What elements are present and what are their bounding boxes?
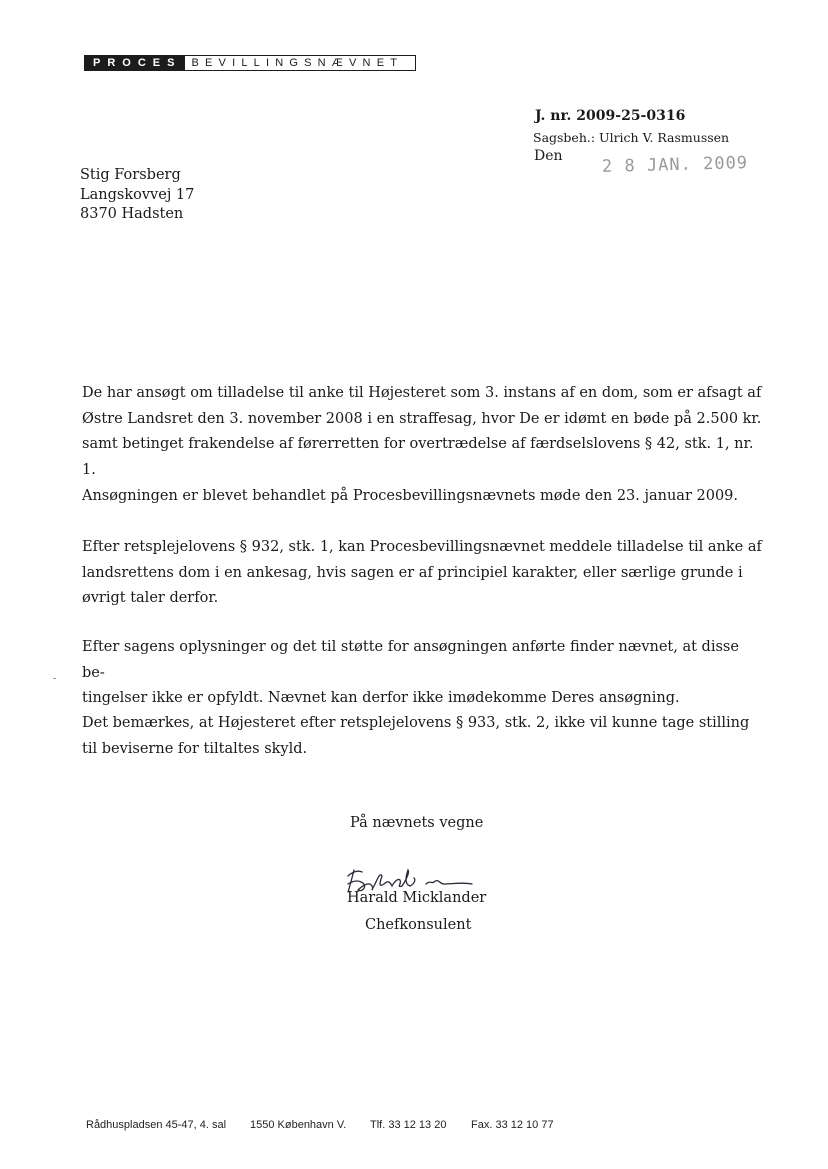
paragraph-line: Efter sagens oplysninger og det til støtte for ansøgningen anførte finder nævnet, at disse be- bbox=[82, 639, 739, 681]
logo-bevillingsnaevnet: BEVILLINGSNÆVNET bbox=[185, 55, 416, 71]
closing-text: På nævnets vegne bbox=[350, 815, 484, 831]
recipient-city: 8370 Hadsten bbox=[80, 206, 184, 222]
paragraph-line: til beviserne for tiltaltes skyld. bbox=[82, 740, 308, 757]
paragraph-line: Det bemærkes, at Højesteret efter retsplejelovens § 933, stk. 2, ikke vil kunne tage stilling bbox=[82, 715, 750, 731]
paragraph-line: Ansøgningen er blevet behandlet på Procesbevillingsnævnets møde den 23. januar 2009. bbox=[82, 488, 739, 504]
paragraph-line: landsrettens dom i en ankesag, hvis sagen er af principiel karakter, eller særlige grunde i bbox=[82, 564, 743, 581]
footer-city: 1550 København V. bbox=[250, 1119, 347, 1131]
signatory-title: Chefkonsulent bbox=[365, 917, 472, 933]
paragraph-law-932 bbox=[82, 535, 762, 612]
paragraph-line: samt betinget frakendelse af førerretten for overtrædelse af færdselslovens § 42, stk. 1, nr. 1. bbox=[82, 436, 754, 478]
paragraph-line: Østre Landsret den 3. november 2008 i en straffesag, hvor De er idømt en bøde på 2.500 kr. bbox=[82, 410, 762, 427]
signatory-name: Harald Micklander bbox=[347, 890, 487, 906]
footer-fax: Fax. 33 12 10 77 bbox=[471, 1119, 554, 1131]
footer-address: Rådhuspladsen 45-47, 4. sal bbox=[86, 1119, 227, 1131]
footer-contact bbox=[86, 1119, 554, 1131]
paragraph-line: tingelser ikke er opfyldt. Nævnet kan derfor ikke imødekomme Deres ansøgning. bbox=[82, 690, 680, 706]
case-handler: Sagsbeh.: Ulrich V. Rasmussen bbox=[533, 130, 730, 145]
paragraph-meeting bbox=[82, 484, 762, 510]
paragraph-line: øvrigt taler derfor. bbox=[82, 590, 219, 606]
recipient-name: Stig Forsberg bbox=[80, 167, 181, 183]
paragraph-line: De har ansøgt om tilladelse til anke til Højesteret som 3. instans af en dom, som er afsagt af bbox=[82, 385, 762, 401]
journal-number: J. nr. 2009-25-0316 bbox=[535, 108, 686, 124]
scan-mark bbox=[53, 678, 56, 679]
recipient-address bbox=[80, 166, 194, 225]
letterhead-logo bbox=[84, 55, 416, 71]
paragraph-application bbox=[82, 381, 762, 483]
footer-phone: Tlf. 33 12 13 20 bbox=[370, 1119, 447, 1131]
paragraph-line: Efter retsplejelovens § 932, stk. 1, kan Procesbevillingsnævnet meddele tilladelse til anke af bbox=[82, 539, 762, 555]
date-label: Den bbox=[534, 148, 563, 164]
date-stamp: 2 8 JAN. 2009 bbox=[601, 153, 749, 177]
paragraph-decision bbox=[82, 635, 762, 712]
logo-proces: PROCES bbox=[84, 55, 185, 71]
paragraph-law-933 bbox=[82, 711, 762, 762]
recipient-street: Langskovvej 17 bbox=[80, 186, 195, 203]
